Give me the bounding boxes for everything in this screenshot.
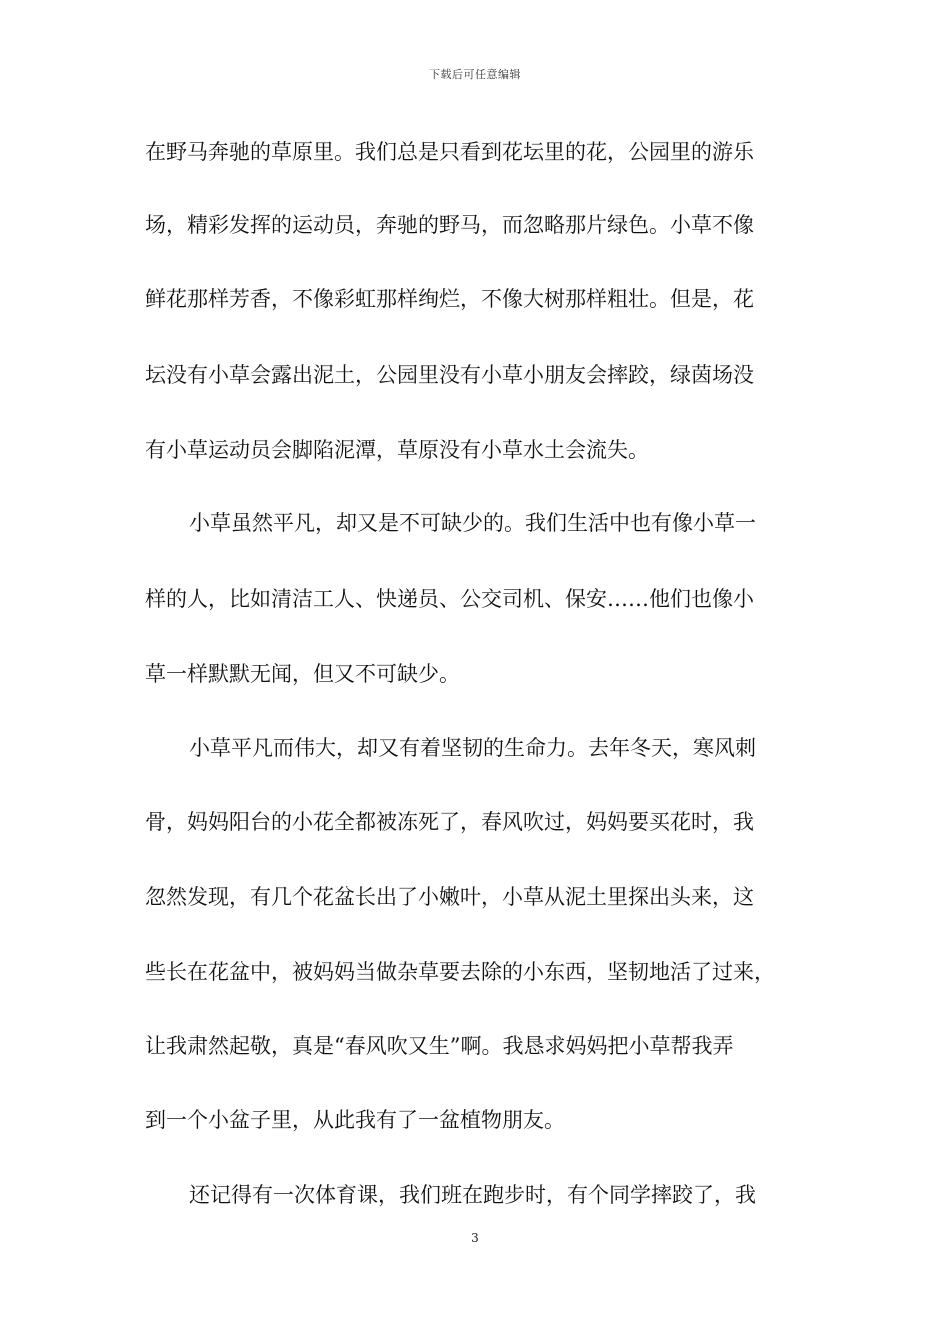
text-line: 在野马奔驰的草原里。我们总是只看到花坛里的花，公园里的游乐 [145, 140, 754, 164]
text-line: 骨，妈妈阳台的小花全都被冻死了，春风吹过，妈妈要买花时，我 [145, 810, 754, 834]
text-line: 样的人，比如清洁工人、快递员、公交司机、保安……他们也像小 [145, 587, 754, 611]
text-line: 到一个小盆子里，从此我有了一盆植物朋友。 [145, 1108, 565, 1132]
text-line: 草一样默默无闻，但又不可缺少。 [145, 662, 460, 686]
text-line: 坛没有小草会露出泥土，公园里没有小草小朋友会摔跤，绿茵场没 [145, 363, 754, 387]
text-line: 还记得有一次体育课，我们班在跑步时，有个同学摔跤了，我 [189, 1183, 756, 1207]
page-header-note: 下载后可任意编辑 [429, 68, 521, 81]
text-line: 场，精彩发挥的运动员，奔驰的野马，而忽略那片绿色。小草不像 [145, 213, 754, 237]
page-number: 3 [471, 1231, 479, 1245]
text-line: 小草平凡而伟大，却又有着坚韧的生命力。去年冬天，寒风刺 [189, 736, 756, 760]
text-line: 鲜花那样芳香，不像彩虹那样绚烂，不像大树那样粗壮。但是，花 [145, 287, 754, 311]
text-line: 忽然发现，有几个花盆长出了小嫩叶，小草从泥土里探出头来，这 [145, 885, 754, 909]
text-line: 让我肃然起敬，真是“春风吹又生”啊。我恳求妈妈把小草帮我弄 [145, 1034, 734, 1058]
text-line: 小草虽然平凡，却又是不可缺少的。我们生活中也有像小草一 [189, 511, 756, 535]
text-line: 些长在花盆中，被妈妈当做杂草要去除的小东西，坚韧地活了过来， [145, 960, 775, 984]
text-line: 有小草运动员会脚陷泥潭，草原没有小草水土会流失。 [145, 438, 649, 462]
